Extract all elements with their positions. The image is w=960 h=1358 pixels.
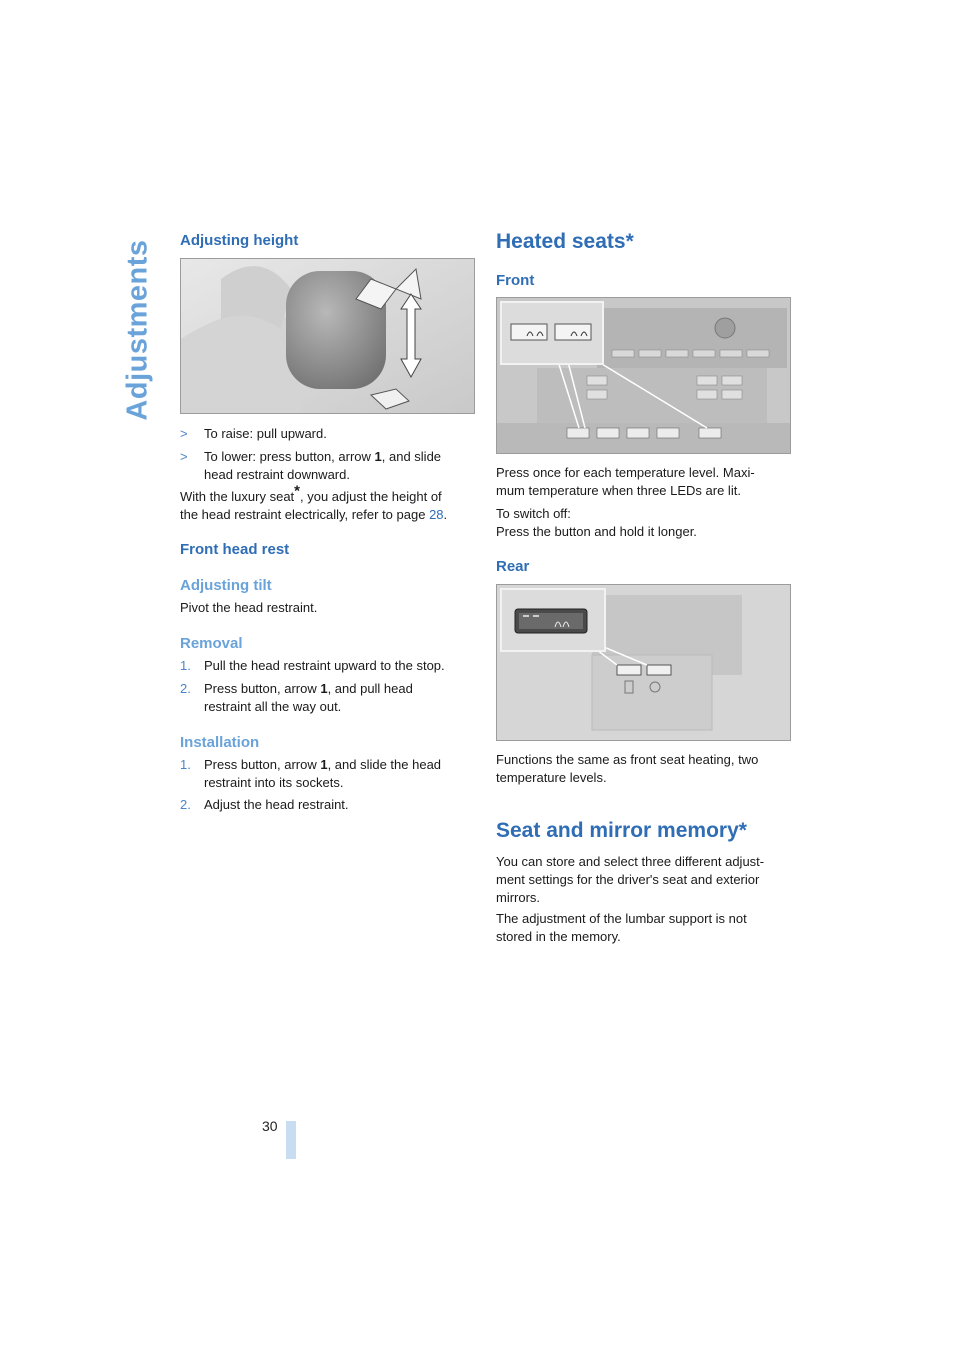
text-segment: .	[443, 507, 448, 522]
step-number: 1.	[180, 757, 191, 772]
heading-removal: Removal	[180, 635, 243, 652]
page-number: 30	[262, 1118, 278, 1134]
step-number: 1.	[180, 658, 191, 673]
step-text: Adjust the head restraint.	[204, 797, 349, 812]
text-segment: Functions the same as front seat heating, two	[496, 752, 759, 767]
text-segment: Press button, arrow	[204, 757, 321, 772]
step-text: Pull the head restraint upward to the stop.	[204, 658, 445, 673]
text-segment: mirrors.	[496, 890, 541, 905]
text-segment: To lower: press button, arrow	[204, 449, 375, 464]
arrow-number: 1	[374, 449, 382, 464]
bullet-marker: >	[180, 449, 188, 464]
rear-heating-figure	[496, 584, 791, 741]
rear-heating-text	[496, 751, 791, 787]
step-number: 2.	[180, 681, 191, 696]
page-number-bar	[286, 1121, 296, 1159]
text-segment: temperature levels.	[496, 770, 607, 785]
heading-adjusting-height: Adjusting height	[180, 232, 299, 249]
heading-adjusting-tilt: Adjusting tilt	[180, 577, 272, 594]
text-segment: You can store and select three different adjust-	[496, 854, 765, 869]
text-segment: mum temperature when three LEDs are lit.	[496, 483, 741, 498]
text-segment: To switch off:	[496, 506, 571, 521]
optional-equipment-star: *	[294, 482, 300, 500]
switch-off-text	[496, 505, 791, 541]
memory-text-2	[496, 910, 791, 946]
heading-heated-seats: Heated seats*	[496, 230, 634, 253]
step-text	[204, 680, 475, 716]
head-restraint-figure	[180, 258, 475, 414]
text-segment: head restraint downward.	[204, 467, 350, 482]
arrow-number: 1	[320, 681, 328, 696]
text-segment: Press the button and hold it longer.	[496, 524, 697, 539]
front-heating-figure	[496, 297, 791, 454]
text-segment: the head restraint electrically, refer to page	[180, 507, 430, 522]
text-segment: stored in the memory.	[496, 929, 621, 944]
text-segment: restraint all the way out.	[204, 699, 342, 714]
arrow-number: 1	[320, 757, 328, 772]
heading-installation: Installation	[180, 734, 260, 751]
text-segment: , and slide the head	[327, 757, 442, 772]
head-restraint-adjust-illustration-icon	[181, 259, 474, 413]
front-heating-text	[496, 464, 791, 500]
chapter-side-title-text: Adjustments	[121, 239, 154, 421]
adjusting-tilt-text: Pivot the head restraint.	[180, 600, 318, 615]
heading-rear: Rear	[496, 558, 530, 575]
heading-seat-mirror-memory: Seat and mirror memory*	[496, 819, 747, 842]
text-segment: Press once for each temperature level. Maxi-	[496, 465, 755, 480]
text-segment: , and pull head	[327, 681, 413, 696]
rear-seat-heating-button-icon	[497, 585, 790, 740]
memory-text-1	[496, 853, 791, 907]
bullet-marker: >	[180, 426, 188, 441]
text-segment: ment settings for the driver's seat and exterior	[496, 872, 760, 887]
step-text	[204, 756, 475, 792]
text-segment: restraint into its sockets.	[204, 775, 344, 790]
luxury-seat-paragraph	[180, 482, 475, 524]
text-segment: , and slide	[381, 449, 442, 464]
text-segment: With the luxury seat	[180, 489, 295, 504]
step-number: 2.	[180, 797, 191, 812]
text-segment: The adjustment of the lumbar support is not	[496, 911, 747, 926]
bullet-text: To raise: pull upward.	[204, 426, 327, 441]
front-seat-heating-buttons-icon	[497, 298, 790, 453]
chapter-side-title	[118, 230, 158, 430]
bullet-text	[204, 448, 475, 484]
text-segment: Press button, arrow	[204, 681, 321, 696]
page-link-28[interactable]: 28	[429, 507, 444, 522]
text-segment: , you adjust the height of	[300, 489, 442, 504]
heading-front-head-rest: Front head rest	[180, 541, 290, 558]
heading-front: Front	[496, 272, 535, 289]
